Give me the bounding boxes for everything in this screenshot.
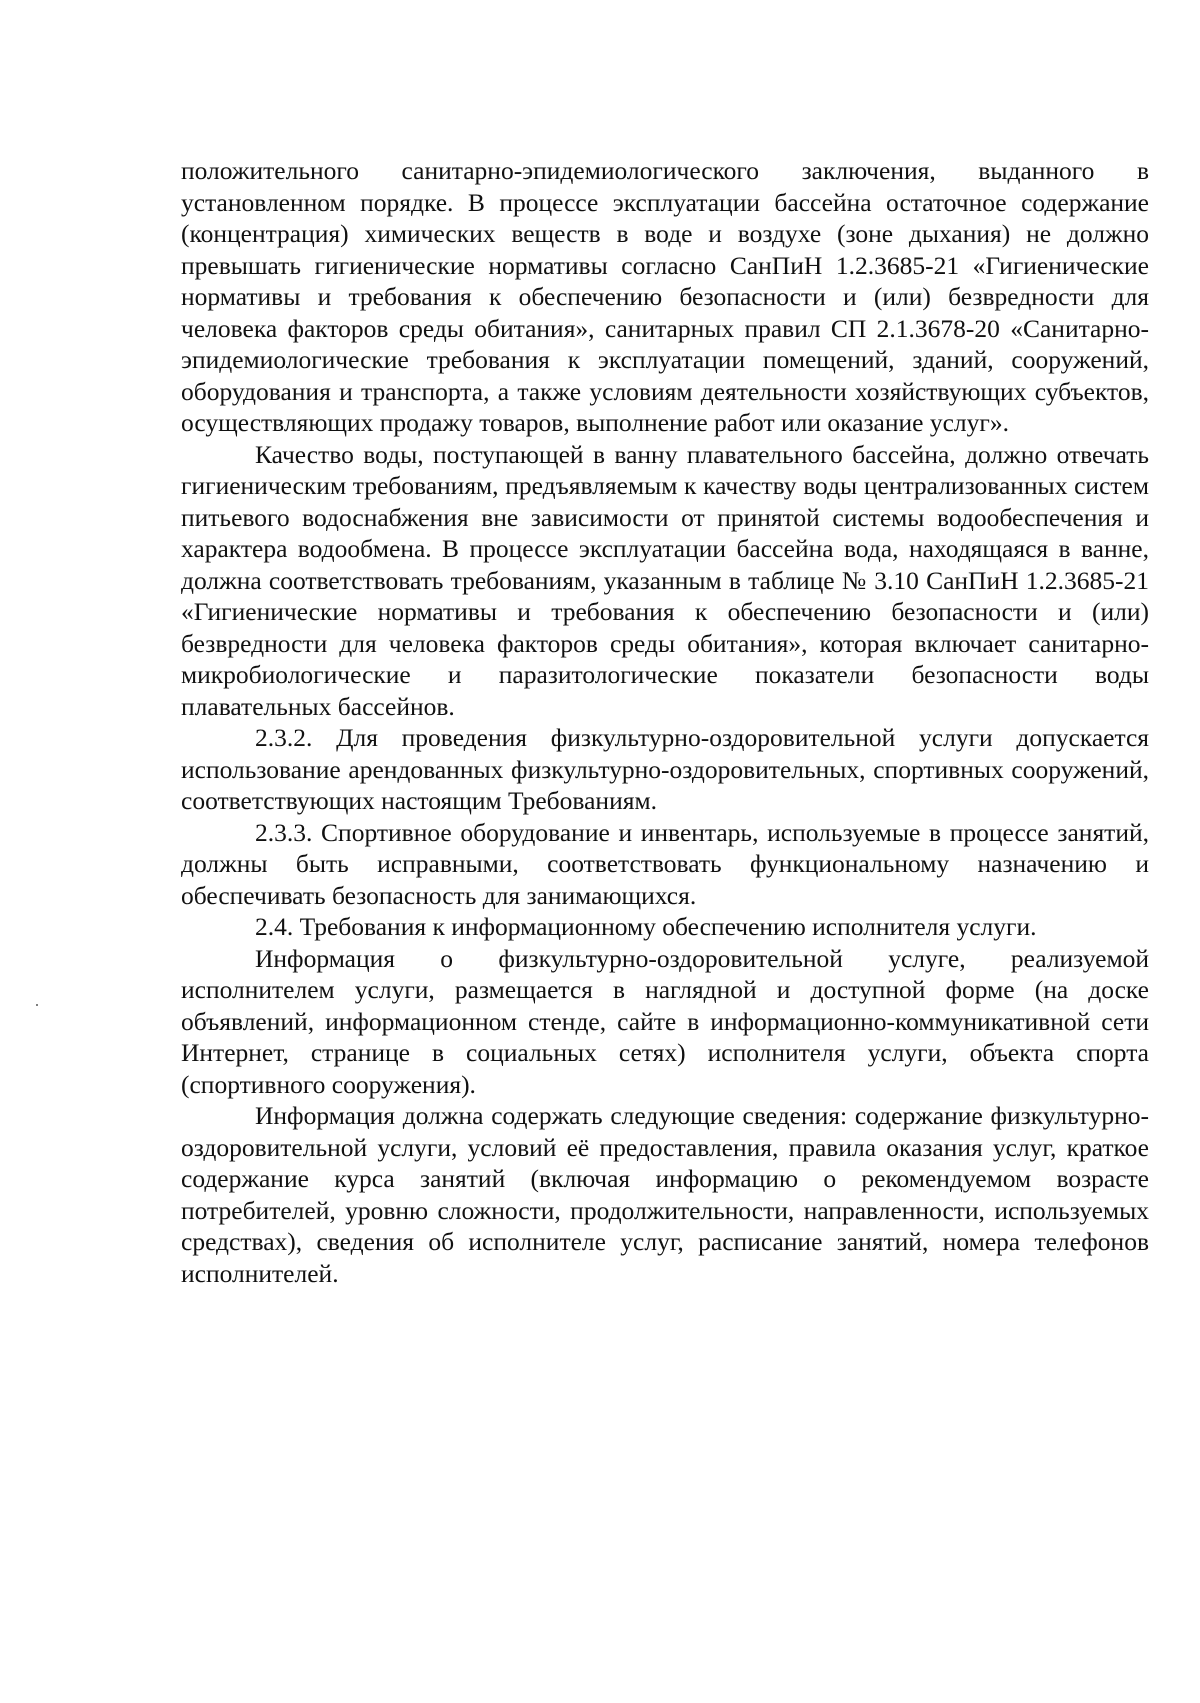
paragraph-water-quality: Качество воды, поступающей в ванну плавательного бассейна, должно отвечать гигиеническим требованиям, предъявляемым к качеству воды централизованных систем питьевого водоснабжения вне зависимости от принятой системы водообеспечения и характера водообмена. В процессе эксплуатации бассейна вода, находящаяся в ванне, должна соответствовать требованиям, указанным в таблице № 3.10 СанПиН 1.2.3685-21 «Гигиенические нормативы и требования к обеспечению безопасности и (или) безвредности для человека факторов среды обитания», которая включает санитарно-микробиологические и паразитологические показатели безопасности воды плавательных бассейнов. xyxy=(181,439,1149,721)
paragraph-2-3-3: 2.3.3. Спортивное оборудование и инвентарь, используемые в процессе занятий, должны быть исправными, соответствовать функциональному назначению и обеспечивать безопасность для занимающихся. xyxy=(181,817,1149,910)
paragraph-2-4-heading: 2.4. Требования к информационному обеспечению исполнителя услуги. xyxy=(255,912,1037,941)
paragraph-information-content: Информация должна содержать следующие сведения: содержание физкультурно-оздоровительной услуги, условий её предоставления, правила оказания услуг, краткое содержание курса занятий (включая информацию о рекомендуемом возрасте потребителей, уровню сложности, продолжительности, направленности, используемых средствах), сведения об исполнителе услуг, расписание занятий, номера телефонов исполнителей. xyxy=(181,1101,1149,1288)
paragraph-information-placement: Информация о физкультурно-оздоровительной услуге, реализуемой исполнителем услуги, размещается в наглядной и доступной форме (на доске объявлений, информационном стенде, сайте в информационно-коммуникативной сети Интернет, странице в социальных сетях) исполнителя услуги, объекта спорта (спортивного сооружения). xyxy=(181,943,1149,1099)
scan-speck xyxy=(36,1004,38,1006)
paragraph-2-3-2: 2.3.2. Для проведения физкультурно-оздоровительной услуги допускается использование арендованных физкультурно-оздоровительных, спортивных сооружений, соответствующих настоящим Требованиям. xyxy=(181,723,1149,815)
paragraph-water-conclusion: положительного санитарно-эпидемиологического заключения, выданного в установленном порядке. В процессе эксплуатации бассейна остаточное содержание (концентрация) химических веществ в воде и воздухе (зоне дыхания) не должно превышать гигиенические нормативы согласно СанПиН 1.2.3685-21 «Гигиенические нормативы и требования к обеспечению безопасности и (или) безвредности для человека факторов среды обитания», санитарных правил СП 2.1.3678-20 «Санитарно-эпидемиологические требования к эксплуатации помещений, зданий, сооружений, оборудования и транспорта, а также условиям деятельности хозяйствующих субъектов, осуществляющих продажу товаров, выполнение работ или оказание услуг». xyxy=(181,156,1149,437)
document-body xyxy=(181,155,1149,1289)
